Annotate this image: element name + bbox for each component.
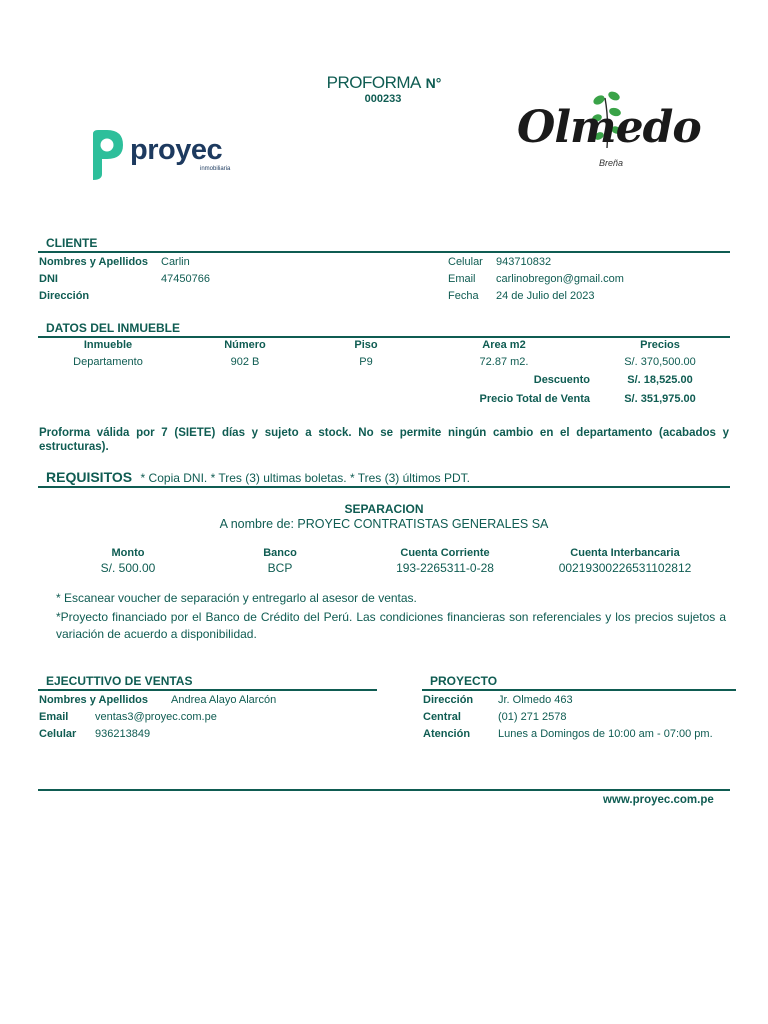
inmueble-cell-inmueble: Departamento	[73, 356, 143, 368]
ejecutivo-divider	[38, 689, 377, 691]
proyecto-atencion-label: Atención	[423, 728, 471, 740]
separacion-note-1: * Escanear voucher de separación y entregarlo al asesor de ventas.	[56, 591, 417, 605]
requisitos-divider	[38, 486, 730, 488]
inmueble-cell-numero: 902 B	[230, 356, 260, 368]
olmedo-logo	[515, 90, 701, 170]
cliente-nombres-value: Carlin	[161, 256, 190, 268]
inmueble-col-numero: Número	[224, 339, 266, 351]
proyecto-divider	[422, 689, 736, 691]
ejecutivo-celular-value: 936213849	[95, 728, 151, 740]
proforma-numero-label: N°	[425, 75, 442, 91]
precio-total-value: S/. 351,975.00	[624, 393, 696, 405]
inmueble-col-precios: Precios	[640, 339, 680, 351]
descuento-value: S/. 18,525.00	[627, 374, 693, 386]
ejecutivo-section-title: EJECUTTIVO DE VENTAS	[46, 674, 193, 688]
footer-website-link[interactable]: www.proyec.com.pe	[603, 794, 714, 806]
sep-monto-value: S/. 500.00	[100, 561, 156, 575]
cliente-fecha-value: 24 de Julio del 2023	[496, 290, 595, 302]
sep-cuenta-interbancaria-value: 00219300226531102812	[558, 561, 692, 575]
descuento-label: Descuento	[533, 374, 590, 386]
sep-col-monto: Monto	[111, 547, 145, 559]
separacion-title: SEPARACION	[344, 502, 424, 516]
cliente-nombres-label: Nombres y Apellidos	[39, 256, 149, 268]
proforma-number: 000233	[364, 93, 402, 105]
sep-cuenta-corriente-value: 193-2265311-0-28	[396, 561, 494, 575]
proyecto-direccion-label: Dirección	[423, 694, 474, 706]
cliente-direccion-label: Dirección	[39, 290, 90, 302]
inmueble-cell-piso: P9	[359, 356, 373, 368]
requisitos-line	[46, 469, 470, 487]
proyecto-central-value: (01) 271 2578	[498, 711, 567, 723]
proforma-label: PROFORMA	[326, 73, 421, 92]
separacion-note-2: *Proyecto financiado por el Banco de Crédito del Perú. Las condiciones financieras son referenciales y los precios sujetos a variación de acuerdo a disponibilidad.	[56, 610, 726, 641]
ejecutivo-celular-label: Celular	[39, 728, 77, 740]
validez-note: Proforma válida por 7 (SIETE) días y sujeto a stock. No se permite ningún cambio en el departamento (acabados y estructuras).	[39, 427, 729, 453]
cliente-section-title: CLIENTE	[46, 236, 98, 250]
requisitos-text: * Copia DNI. * Tres (3) ultimas boletas. * Tres (3) últimos PDT.	[140, 471, 470, 485]
ejecutivo-nombres-label: Nombres y Apellidos	[39, 694, 149, 706]
proyecto-central-label: Central	[423, 711, 461, 723]
proyecto-atencion-value: Lunes a Domingos de 10:00 am - 07:00 pm.	[498, 728, 713, 740]
ejecutivo-email-value: ventas3@proyec.com.pe	[95, 711, 217, 723]
cliente-email-value: carlinobregon@gmail.com	[496, 273, 624, 285]
proyecto-section-title: PROYECTO	[430, 674, 498, 688]
sep-banco-value: BCP	[267, 561, 293, 575]
inmueble-col-inmueble: Inmueble	[83, 339, 133, 351]
proyec-logo-name: proyec	[130, 134, 223, 166]
separacion-subtitle: A nombre de: PROYEC CONTRATISTAS GENERALES SA	[219, 517, 549, 531]
cliente-divider	[38, 251, 730, 253]
cliente-fecha-label: Fecha	[448, 290, 479, 302]
cliente-email-label: Email	[448, 273, 476, 285]
proyec-logo	[90, 128, 230, 184]
inmueble-section-title: DATOS DEL INMUEBLE	[46, 321, 181, 335]
cliente-dni-label: DNI	[39, 273, 58, 285]
proyecto-direccion-value: Jr. Olmedo 463	[498, 694, 573, 706]
footer-divider	[38, 789, 730, 791]
cliente-dni-value: 47450766	[161, 273, 210, 285]
proyec-logo-sub: inmobiliaria	[200, 166, 231, 172]
sep-col-banco: Banco	[263, 547, 297, 559]
inmueble-cell-precio: S/. 370,500.00	[624, 356, 696, 368]
precio-total-label: Precio Total de Venta	[479, 393, 590, 405]
cliente-celular-label: Celular	[448, 256, 483, 268]
cliente-celular-value: 943710832	[496, 256, 552, 268]
inmueble-divider	[38, 336, 730, 338]
ejecutivo-email-label: Email	[39, 711, 69, 723]
requisitos-title: REQUISITOS	[46, 469, 133, 485]
sep-col-cuenta-interbancaria: Cuenta Interbancaria	[570, 547, 680, 559]
ejecutivo-nombres-value: Andrea Alayo Alarcón	[171, 694, 277, 706]
inmueble-cell-area: 72.87 m2.	[479, 356, 529, 368]
inmueble-col-piso: Piso	[354, 339, 378, 351]
sep-col-cuenta-corriente: Cuenta Corriente	[400, 547, 490, 559]
olmedo-logo-sub: Breña	[599, 158, 624, 168]
olmedo-logo-name: Olmedo	[517, 102, 701, 153]
proyec-logo-mark-icon	[90, 128, 126, 184]
inmueble-col-area: Area m2	[482, 339, 526, 351]
